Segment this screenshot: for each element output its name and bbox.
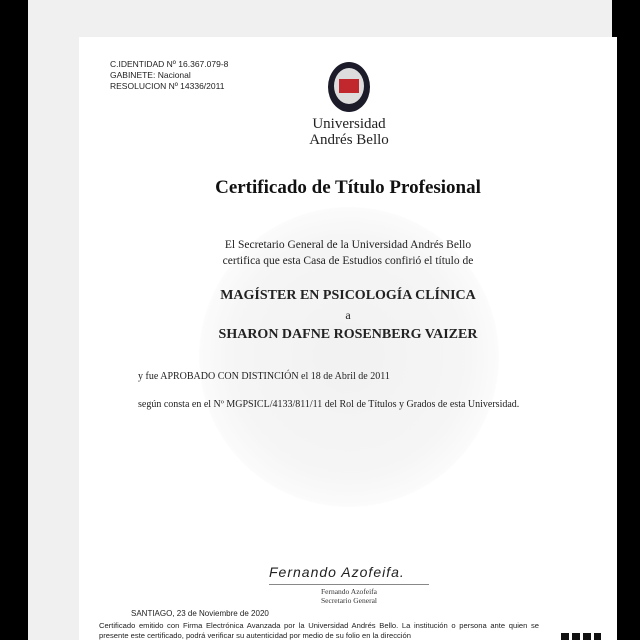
- logo-line-2: Andrés Bello: [309, 132, 389, 148]
- degree-title: MAGÍSTER EN PSICOLOGÍA CLÍNICA: [220, 288, 476, 303]
- signature-line: [269, 584, 429, 585]
- id-number: C.IDENTIDAD Nº 16.367.079-8: [110, 59, 229, 69]
- intro-text: [79, 237, 617, 269]
- qr-code-icon: [561, 633, 601, 640]
- page-title: Certificado de Título Profesional: [215, 177, 481, 198]
- document-metadata: [110, 59, 228, 92]
- signer-name: Fernando Azofeifa: [320, 587, 378, 596]
- document-viewer: [28, 0, 612, 640]
- approval-text: y fue APROBADO CON DISTINCIÓN el 18 de Abril de 2011: [138, 371, 390, 382]
- handwritten-signature: Fernando Azofeifa.: [269, 564, 405, 580]
- university-logo: [299, 62, 399, 148]
- logo-line-1: Universidad: [312, 116, 386, 132]
- gabinete: GABINETE: Nacional: [110, 70, 191, 80]
- registry-text: según consta en el Nº MGPSICL/4133/811/11 del Rol de Títulos y Grados de esta Universidad.: [138, 399, 520, 410]
- recipient-name: SHARON DAFNE ROSENBERG VAIZER: [218, 327, 478, 342]
- connector: a: [345, 308, 351, 322]
- signer-block: [269, 587, 429, 605]
- intro-line-2: certifica que esta Casa de Estudios confirió el título de: [222, 255, 474, 267]
- intro-line-1: El Secretario General de la Universidad Andrés Bello: [224, 239, 472, 251]
- resolution-number: RESOLUCION Nº 14336/2011: [110, 81, 225, 91]
- place-date: SANTIAGO, 23 de Noviembre de 2020: [131, 609, 269, 618]
- signer-role: Secretario General: [320, 596, 377, 605]
- university-seal-icon: [328, 62, 370, 112]
- footer-note: Certificado emitido con Firma Electrónica Avanzada por la Universidad Andrés Bello. La institución o persona ante quien se presente este certificado, podrá verificar su autenticidad por medio de su folio en la dirección: [99, 621, 539, 640]
- certificate-page: [79, 37, 617, 640]
